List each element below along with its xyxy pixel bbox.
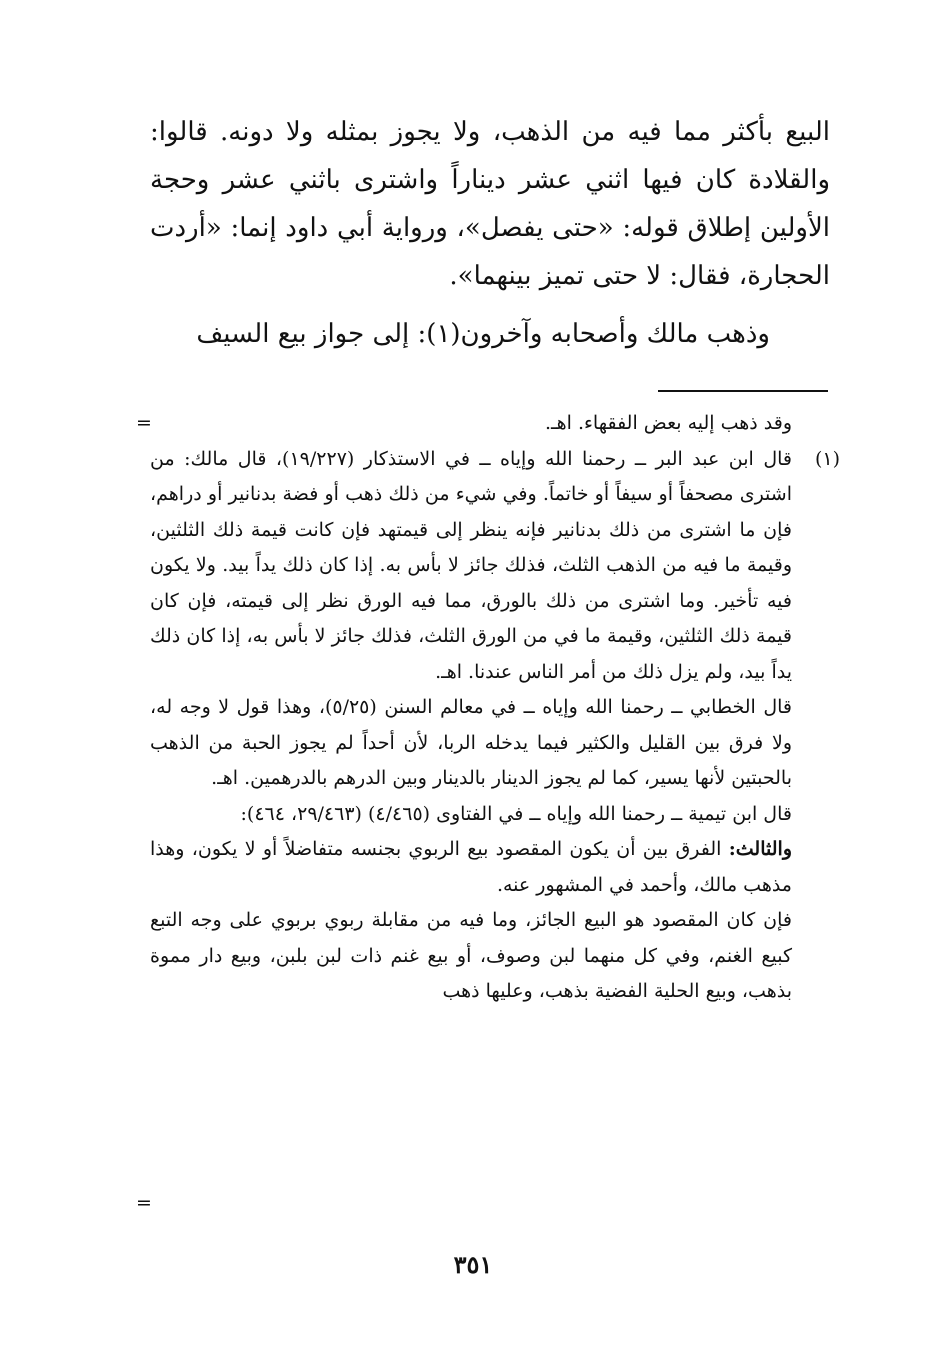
main-paragraph-2: وذهب مالك وأصحابه وآخرون(١): إلى جواز بيع السيف [196,319,770,349]
footnote-marker: (١) [814,447,840,470]
footnote-separator [658,390,828,392]
footnote-1 [150,442,840,691]
footnote-1-para-2: قال الخطابي ــ رحمنا الله وإياه ــ في معالم السنن (٥/٢٥)، وهذا قول لا وجه له، ولا فرق بين القليل والكثير فيما يدخله الربا، لأن أحداً لم يجوز الحبة من الذهب بالحبتين لأنها يسير، كما لم يجوز الدينار بالدينار وبين الدرهم بالدرهمين. اهـ. [150,696,792,789]
footnote-1-para-3-intro: قال ابن تيمية ــ رحمنا الله وإياه ــ في الفتاوى (٤/٤٦٥) (٢٩/٤٦٣، ٤٦٤): [240,802,792,825]
main-paragraph-1: البيع بأكثر مما فيه من الذهب، ولا يجوز بمثله ولا دونه. قالوا: والقلادة كان فيها اثني عشر ديناراً واشترى باثني عشر وحجة الأولين إطلاق قوله: «حتى يفصل»، ورواية أبي داود إنما: «أردت الحجارة، فقال: لا حتى تميز بينهما». [150,117,830,291]
footnote-bold-term: والثالث: [728,838,792,860]
page-number: ٣٥١ [453,1250,493,1279]
footnote-1-para-1: قال ابن عبد البر ــ رحمنا الله وإياه ــ في الاستذكار (١٩/٢٢٧)، قال مالك: من اشترى مصحفاً أو سيفاً أو خاتماً. وفي شيء من ذلك ذهب أو فضة بدنانير أو دراهم، فإن ما اشترى من ذلك بدنانير فإنه ينظر إلى قيمتهد فإن كانت قيمة ذلك الثلثين، وقيمة ما فيه من الذهب الثلث، فذلك جائز لا بأس به. إذا كان ذلك يداً بيد. ولا يكون فيه تأخير. وما اشترى من ذلك بالورق، مما فيه الورق نظر إلى قيمته، فإن كان قيمة ذلك الثلثين، وقيمة ما في من الورق الثلث، فذلك جائز لا بأس به، إذا كان ذلك يداً بيد، ولم يزل ذلك من أمر الناس عندنا. اهـ. [150,447,792,683]
footnote-continuation: وقد ذهب إليه بعض الفقهاء. اهـ. [545,412,792,434]
continuation-mark-bottom: = [136,1192,152,1214]
footnotes [150,406,840,1010]
footnote-1-para-3 [150,832,840,903]
footnote-1-para-4: فإن كان المقصود هو البيع الجائز، وما فيه من مقابلة ربوي بربوي على وجه التبع كبيع الغنم، وفي كل منهما لبن وصوف، أو بيع غنم ذات لبن بلبن، وبيع دار مموة بذهب، وبيع الحلية الفضية بذهب، وعليها ذهب [150,909,792,1002]
footnote-1-para-3-rest: الفرق بين أن يكون المقصود بيع الربوي بجنسه متفاضلاً أو لا يكون، وهذا مذهب مالك، وأحمد في المشهور عنه. [150,838,792,896]
main-text [150,108,830,358]
continuation-mark-top: = [136,412,152,434]
